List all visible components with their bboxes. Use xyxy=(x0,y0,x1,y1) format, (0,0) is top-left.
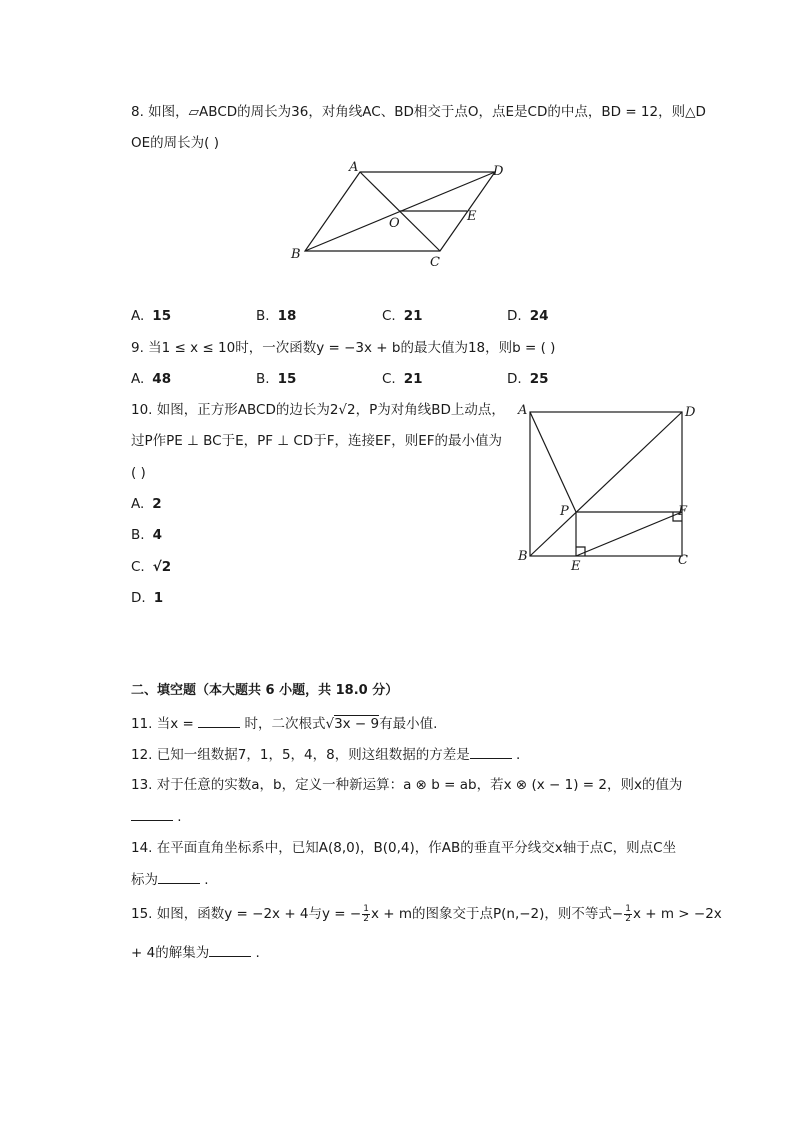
q14-stem-line1: 14. 在平面直角坐标系中，已知A(8,0)，B(0,4)，作AB的垂直平分线交x轴于点C，则点C坐 xyxy=(131,840,677,856)
q9-option-b[interactable]: B. 15 xyxy=(256,371,297,387)
q14-answer-blank[interactable] xyxy=(158,869,200,884)
q10-square-figure xyxy=(514,402,699,572)
q12-pre: 12. 已知一组数据7，1，5，4，8，则这组数据的方差是 xyxy=(131,747,470,763)
q8-label-e: E xyxy=(467,209,477,224)
q12-end: . xyxy=(516,747,521,763)
q8-label-o: O xyxy=(389,216,400,231)
q11-end: 有最小值. xyxy=(379,716,438,732)
section-heading-fill-in: 二、填空题（本大题共 6 小题，共 18.0 分） xyxy=(131,683,399,698)
q15-fraction-1: $\frac{1}{2}$ xyxy=(363,903,369,924)
q9-option-a[interactable]: A. 48 xyxy=(131,371,172,387)
q13-stem-line2 xyxy=(131,806,182,827)
q12-answer-blank[interactable] xyxy=(470,744,512,759)
q8-stem-line1: 8. 如图，▱ABCD的周长为36，对角线AC、BD相交于点O，点E是CD的中点，BD = 12，则△D xyxy=(131,104,706,120)
q13-end: . xyxy=(177,809,182,825)
q8-option-a[interactable]: A. 15 xyxy=(131,308,172,324)
segment-ef xyxy=(576,512,682,556)
q12-stem xyxy=(131,744,520,765)
q8-option-c[interactable]: C. 21 xyxy=(382,308,423,324)
q10-option-c[interactable]: C. √2 xyxy=(131,559,172,575)
q9-stem: 9. 当1 ≤ x ≤ 10时，一次函数y = −3x + b的最大值为18，则b = ( ) xyxy=(131,340,556,356)
q11-answer-blank[interactable] xyxy=(198,713,240,728)
q10-label-d: D xyxy=(685,405,696,420)
q15-pre: 15. 如图，函数y = −2x + 4与y = − xyxy=(131,906,362,922)
q10-option-b[interactable]: B. 4 xyxy=(131,527,162,543)
q14-end: . xyxy=(204,872,209,888)
q10-label-c: C xyxy=(678,553,688,568)
q8-option-b[interactable]: B. 18 xyxy=(256,308,297,324)
q14-stem-line2 xyxy=(131,869,209,890)
q10-label-f: F xyxy=(678,504,688,519)
q15-stem-line2 xyxy=(131,942,260,963)
q10-stem-line3: ( ) xyxy=(131,465,146,481)
q10-option-a[interactable]: A. 2 xyxy=(131,496,162,512)
q11-sqrt: √3x − 9 xyxy=(325,716,380,732)
q15-end: . xyxy=(255,945,260,961)
q15-mid2: x + m > −2x xyxy=(632,906,722,922)
q14-pre: 标为 xyxy=(131,872,158,888)
q15-mid: x + m的图象交于点P(n,−2)，则不等式− xyxy=(370,906,624,922)
q10-label-b: B xyxy=(518,549,528,564)
q8-label-c: C xyxy=(430,255,440,270)
q10-stem-line1: 10. 如图，正方形ABCD的边长为2√2，P为对角线BD上动点， xyxy=(131,402,505,418)
q10-stem-line2: 过P作PE ⊥ BC于E，PF ⊥ CD于F，连接EF，则EF的最小值为 xyxy=(131,433,503,449)
q10-label-e: E xyxy=(571,559,581,572)
q11-radicand: 3x − 9 xyxy=(334,716,380,732)
q9-option-d[interactable]: D. 25 xyxy=(507,371,549,387)
q8-label-b: B xyxy=(291,247,301,262)
q11-post: 时，二次根式 xyxy=(244,716,326,732)
q15-stem-line1 xyxy=(131,904,722,924)
q10-option-d[interactable]: D. 1 xyxy=(131,590,164,606)
q15-fraction-2: $\frac{1}{2}$ xyxy=(625,903,631,924)
q8-label-d: D xyxy=(493,164,504,179)
q15-answer-blank[interactable] xyxy=(209,942,251,957)
q9-option-c[interactable]: C. 21 xyxy=(382,371,423,387)
q8-parallelogram-figure xyxy=(285,158,515,273)
segment-ap xyxy=(530,412,576,512)
q13-answer-blank[interactable] xyxy=(131,806,173,821)
diagonal-bd xyxy=(530,412,682,556)
q15-pre2: + 4的解集为 xyxy=(131,945,210,961)
q8-label-a: A xyxy=(349,160,359,175)
q11-pre: 11. 当x = xyxy=(131,716,194,732)
q11-stem xyxy=(131,713,437,734)
q8-option-d[interactable]: D. 24 xyxy=(507,308,549,324)
q8-stem-line2: OE的周长为( ) xyxy=(131,135,219,151)
q13-stem-line1: 13. 对于任意的实数a，b，定义一种新运算：a ⊗ b = ab，若x ⊗ (x − 1) = 2，则x的值为 xyxy=(131,777,683,793)
q10-label-a: A xyxy=(518,403,528,418)
q10-label-p: P xyxy=(560,504,569,519)
